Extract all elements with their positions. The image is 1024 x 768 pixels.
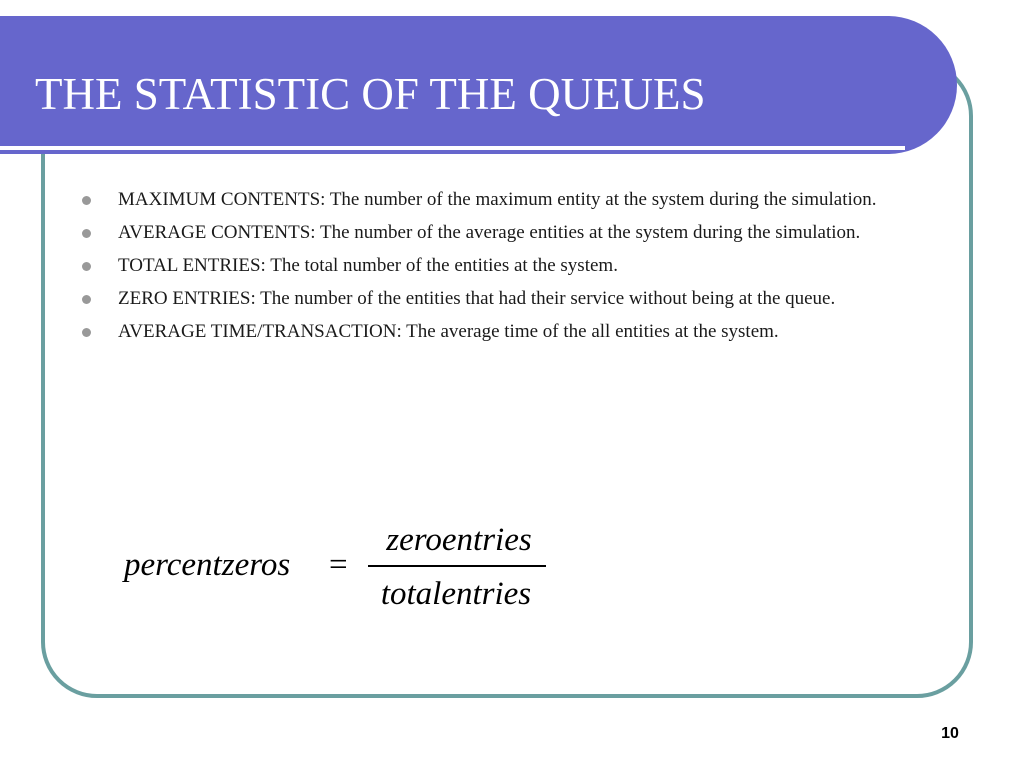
bullet-text: ZERO ENTRIES: The number of the entities that had their service without being at the queue. xyxy=(118,288,836,309)
bullet-text: TOTAL ENTRIES: The total number of the entities at the system. xyxy=(118,255,618,276)
page-number: 10 xyxy=(941,725,959,742)
bullet-item-total-entries xyxy=(78,252,888,279)
bullet-list xyxy=(78,186,888,351)
title-underline xyxy=(0,146,905,150)
bullet-text: MAXIMUM CONTENTS: The number of the maximum entity at the system during the simulation. xyxy=(118,189,877,210)
bullet-item-zero-entries xyxy=(78,285,888,312)
bullet-dot-icon xyxy=(82,262,91,271)
bullet-text: AVERAGE TIME/TRANSACTION: The average time of the all entities at the system. xyxy=(118,321,779,342)
title-band xyxy=(0,16,957,154)
bullet-text: AVERAGE CONTENTS: The number of the average entities at the system during the simulation. xyxy=(118,222,861,243)
formula-lhs: percentzeros xyxy=(124,547,291,583)
formula-denominator: totalentries xyxy=(380,576,532,612)
formula-fraction-bar xyxy=(368,565,546,567)
bullet-dot-icon xyxy=(82,328,91,337)
formula-numerator: zeroentries xyxy=(386,522,532,558)
bullet-dot-icon xyxy=(82,196,91,205)
bullet-item-average-contents xyxy=(78,219,888,246)
bullet-dot-icon xyxy=(82,229,91,238)
formula-equals-sign: = xyxy=(329,547,348,583)
bullet-item-average-time xyxy=(78,318,888,345)
slide-title: THE STATISTIC OF THE QUEUES xyxy=(35,69,706,119)
bullet-item-maximum-contents xyxy=(78,186,888,213)
bullet-dot-icon xyxy=(82,295,91,304)
percent-zeros-formula xyxy=(124,518,564,618)
